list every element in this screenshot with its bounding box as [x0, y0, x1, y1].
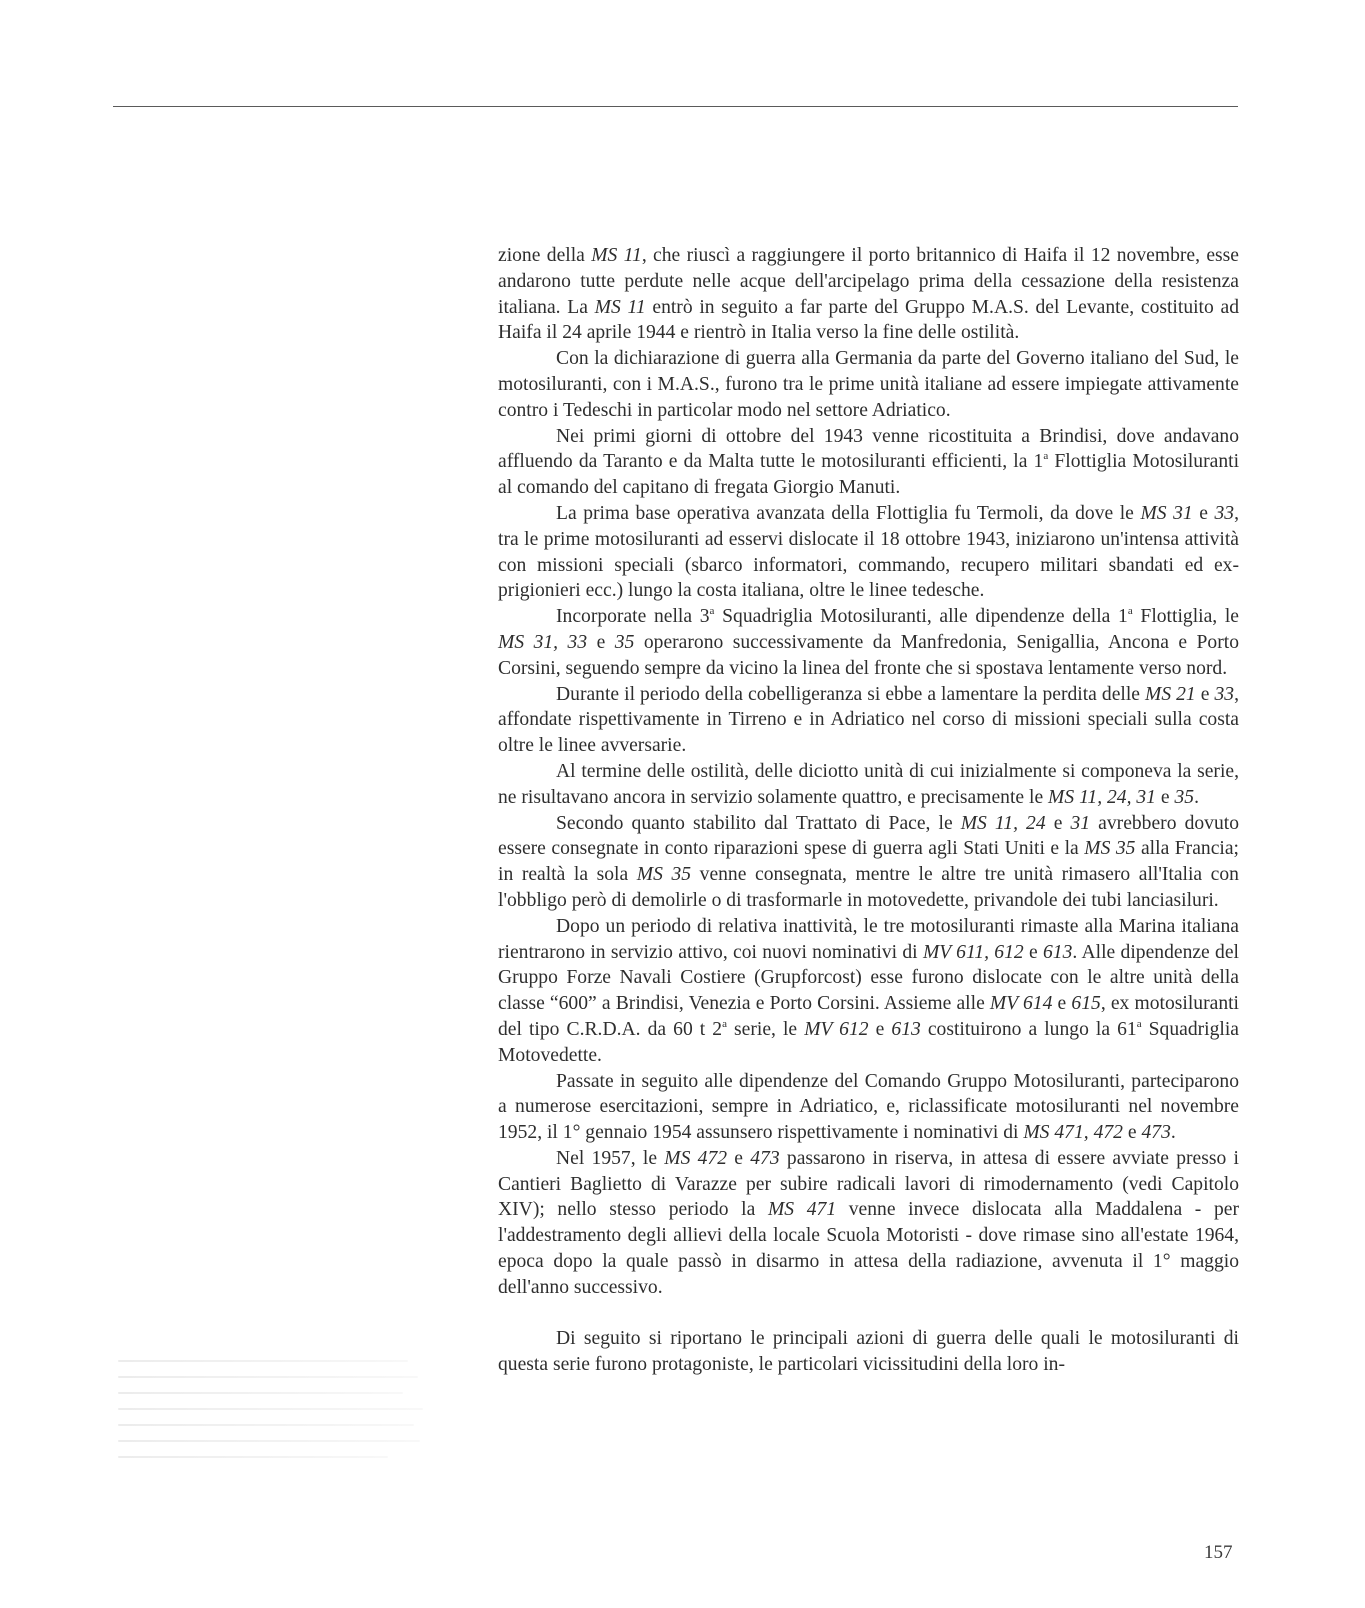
paragraph: Secondo quanto stabilito dal Trattato di Pace, le MS 11, 24 e 31 avrebbero dovuto essere consegnate in conto riparazioni spese di guerra agli Stati Uniti e la MS 35 alla Francia; in realtà la sola MS 35 venne consegnata, mentre le altre tre unità rimasero all'Italia con l'obbligo però di demolirle o di trasformarle in motovedette, privandole dei tubi lanciasiluri. [498, 812, 1240, 911]
paragraph: Di seguito si riportano le principali azioni di guerra delle quali le motosiluranti di questa serie furono protagoniste, le particolari vicissitudini della loro in- [498, 1328, 1239, 1376]
page-number: 157 [1204, 1542, 1233, 1563]
body-text [498, 243, 1239, 1378]
faded-caption-bleedthrough [118, 1360, 440, 1472]
paragraph: zione della MS 11, che riuscì a raggiungere il porto britannico di Haifa il 12 novembre, esse andarono tutte perdute nelle acque dell'arcipelago prima della cessazione della resistenza italiana. La MS 11 entrò in seguito a far parte del Gruppo M.A.S. del Levante, costituito ad Haifa il 24 aprile 1944 e rientrò in Italia verso la fine delle ostilità. [498, 245, 1240, 344]
paragraph: La prima base operativa avanzata della Flottiglia fu Termoli, da dove le MS 31 e 33, tra le prime motosiluranti ad esservi dislocate il 18 ottobre 1943, iniziarono un'intensa attività con missioni speciali (sbarco informatori, commando, recupero militari sbandati ed ex-prigionieri ecc.) lungo la costa italiana, oltre le linee tedesche. [498, 502, 1239, 602]
paragraph: Incorporate nella 3$^a$ Squadriglia Motosiluranti, alle dipendenze della 1$^a$ Flottiglia, le MS 31, 33 e 35 operarono successivamente da Manfredonia, Senigallia, Ancona e Porto Corsini, seguendo sempre da vicino la linea del fronte che si spostava lentamente verso nord. [498, 605, 1239, 679]
paragraph: Nel 1957, le MS 472 e 473 passarono in riserva, in attesa di essere avviate presso i Cantieri Baglietto di Varazze per subire radicali lavori di rimodernamento (vedi Capitolo XIV); nello stesso periodo la MS 471 venne invece dislocata alla Maddalena - per l'addestramento degli allievi della locale Scuola Motoristi - dove rimase sino all'estate 1964, epoca dopo la quale passò in disarmo in attesa della radiazione, avvenuta il 1° maggio dell'anno successivo. [498, 1147, 1239, 1298]
paragraph: Dopo un periodo di relativa inattività, le tre motosiluranti rimaste alla Marina italiana rientrarono in servizio attivo, coi nuovi nominativi di MV 611, 612 e 613. Alle dipendenze del Gruppo Forze Navali Costiere (Grupforcost) esse furono dislocate con le altre unità della classe “600” a Brindisi, Venezia e Porto Corsini. Assieme alle MV 614 e 615, ex motosiluranti del tipo C.R.D.A. da 60 t 2$^a$ serie, le MV 612 e 613 costituirono a lungo la 61$^a$ Squadriglia Motovedette. [498, 915, 1240, 1066]
paragraph: Con la dichiarazione di guerra alla Germania da parte del Governo italiano del Sud, le motosiluranti, con i M.A.S., furono tra le prime unità italiane ad essere impiegate attivamente contro i Tedeschi in particolar modo nel settore Adriatico. [498, 348, 1239, 421]
paragraph: Nei primi giorni di ottobre del 1943 venne ricostituita a Brindisi, dove andavano affluendo da Taranto e da Malta tutte le motosiluranti efficienti, la 1$^a$ Flottiglia Motosiluranti al comando del capitano di fregata Giorgio Manuti. [498, 425, 1240, 499]
paragraph: Al termine delle ostilità, delle diciotto unità di cui inizialmente si componeva la serie, ne risultavano ancora in servizio solamente quattro, e precisamente le MS 11, 24, 31 e 35. [498, 760, 1239, 808]
paragraph: Passate in seguito alle dipendenze del Comando Gruppo Motosiluranti, parteciparono a numerose esercitazioni, sempre in Adriatico, e, riclassificate motosiluranti nel novembre 1952, il 1° gennaio 1954 assunsero rispettivamente i nominativi di MS 471, 472 e 473. [498, 1070, 1239, 1144]
paragraph: Durante il periodo della cobelligeranza si ebbe a lamentare la perdita delle MS 21 e 33, affondate rispettivamente in Tirreno e in Adriatico nel corso di missioni speciali sulla costa oltre le linee avversarie. [498, 683, 1239, 757]
header-rule [113, 106, 1238, 107]
